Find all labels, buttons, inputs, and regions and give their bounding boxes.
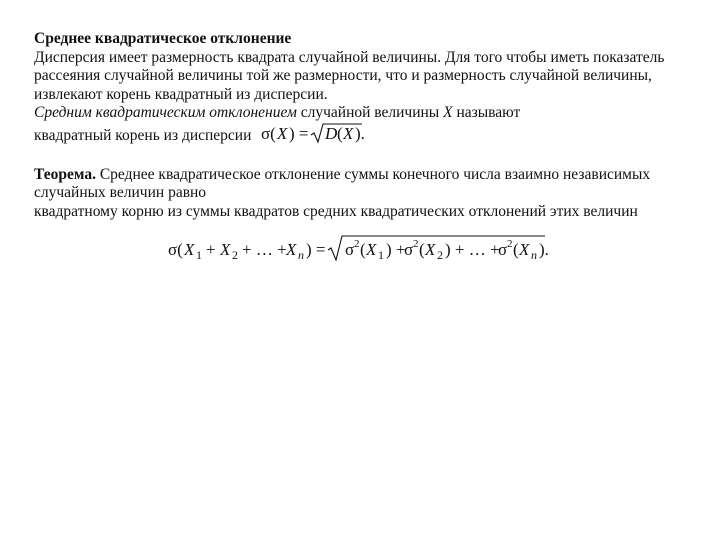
theorem-line-2: случайных величин равно [34, 184, 207, 202]
svg-text:).: ). [539, 240, 549, 259]
svg-text:) =: ) = [306, 240, 326, 259]
svg-text:(: ( [419, 240, 425, 259]
svg-text:1: 1 [378, 248, 384, 262]
section-title: Среднее квадратическое отклонение [34, 30, 292, 47]
svg-text:X: X [184, 240, 195, 259]
svg-text:2: 2 [354, 238, 360, 250]
svg-text:(: ( [513, 240, 519, 259]
svg-text:(: ( [337, 123, 344, 143]
definition-line [34, 104, 694, 123]
svg-text:X: X [519, 240, 530, 259]
svg-text:X: X [286, 240, 297, 259]
svg-text:(: ( [360, 240, 366, 259]
svg-text:2: 2 [437, 248, 443, 262]
svg-text:σ: σ [404, 240, 414, 259]
svg-text:n: n [531, 248, 537, 262]
definition-line2-text: квадратный корень из дисперсии [34, 126, 252, 144]
svg-text:) +: ) + [386, 240, 406, 259]
svg-text:2: 2 [507, 238, 513, 250]
svg-text:X: X [277, 123, 288, 143]
definition-term: Средним квадратическим отклонением [34, 104, 297, 122]
svg-text:σ: σ [498, 240, 508, 259]
paragraph-line: рассеяния случайной величины той же размерности, что и размерность случайной величины, [34, 67, 652, 85]
svg-text:+: + [206, 240, 216, 259]
definition-text: случайной величины [296, 104, 444, 122]
svg-text:2: 2 [413, 238, 419, 250]
svg-text:X: X [343, 123, 354, 143]
svg-text:2: 2 [232, 248, 238, 262]
svg-text:σ(: σ( [168, 240, 183, 259]
paragraph-line: Дисперсия имеет размерность квадрата случайной величины. Для того чтобы иметь показатель [34, 48, 665, 66]
svg-text:X: X [220, 240, 231, 259]
theorem-line-3: квадратному корню из суммы квадратов средних квадратических отклонений этих величин [34, 202, 638, 220]
theorem-line-1 [34, 166, 694, 185]
variable-x: X [443, 104, 453, 122]
svg-text:X: X [425, 240, 436, 259]
svg-text:).: ). [355, 123, 366, 143]
svg-text:D: D [325, 123, 338, 143]
svg-text:σ(: σ( [261, 123, 277, 143]
svg-text:n: n [298, 248, 304, 262]
svg-text:X: X [366, 240, 377, 259]
svg-text:) + … +: ) + … + [445, 240, 500, 259]
sum-sigma-formula [168, 233, 558, 265]
theorem-label: Теорема. [34, 165, 96, 183]
svg-text:+ … +: + … + [242, 240, 287, 259]
paragraph-line: извлекают корень квадратный из дисперсии. [34, 85, 328, 103]
svg-text:) =: ) = [289, 123, 309, 143]
svg-text:σ: σ [345, 240, 355, 259]
definition-text-end: называют [452, 104, 521, 122]
sigma-definition-formula [261, 123, 373, 145]
document-page [34, 30, 694, 221]
theorem-text: Среднее квадратическое отклонение суммы конечного числа взаимно независимых [95, 165, 651, 183]
svg-text:1: 1 [196, 248, 202, 262]
definition-line-2 [34, 123, 694, 146]
